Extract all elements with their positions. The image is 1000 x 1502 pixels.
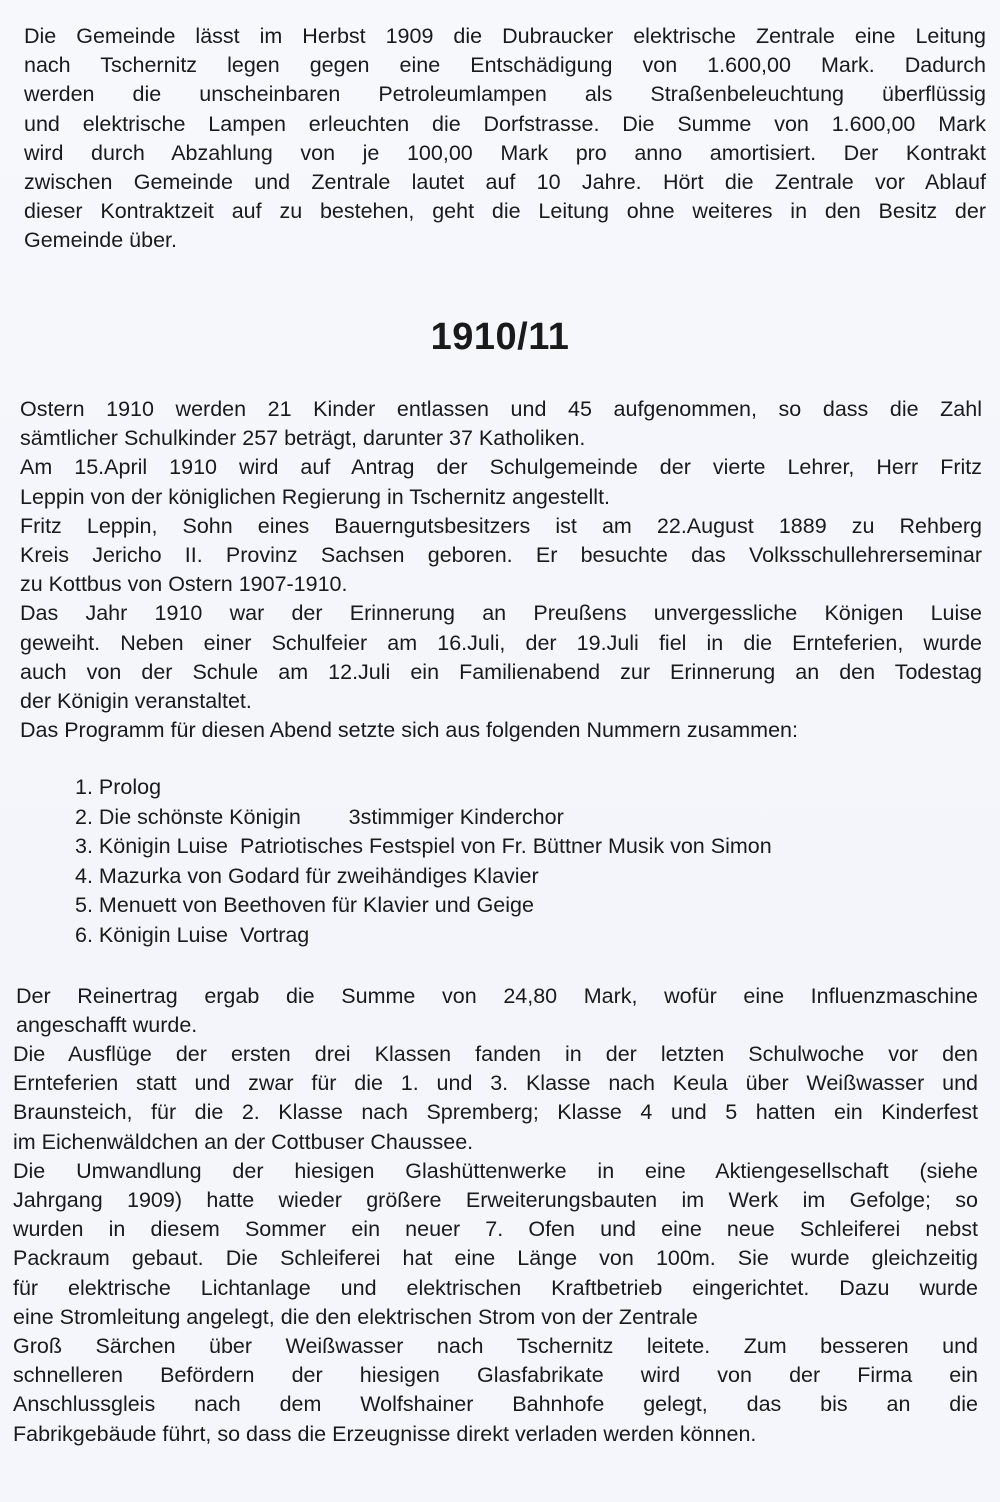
text-line: Am 15.April 1910 wird auf Antrag der Schulgemeinde der vierte Lehrer, Herr Fritz — [20, 455, 982, 480]
text-line: Braunsteich, für die 2. Klasse nach Spremberg; Klasse 4 und 5 hatten ein Kinderfest — [13, 1100, 978, 1125]
text-line: Gemeinde über. — [24, 228, 177, 253]
text-line: Ernteferien statt und zwar für die 1. und 3. Klasse nach Keula über Weißwasser und — [13, 1071, 978, 1096]
text-line: auch von der Schule am 12.Juli ein Familienabend zur Erinnerung an den Todestag — [20, 659, 982, 684]
text-line: wird durch Abzahlung von je 100,00 Mark pro anno amortisiert. Der Kontrakt — [24, 140, 986, 165]
text-line: Packraum gebaut. Die Schleiferei hat eine Länge von 100m. Sie wurde gleichzeitig — [13, 1246, 978, 1271]
program-item: 2. Die schönste Königin 3stimmiger Kinderchor — [75, 804, 564, 829]
text-line: Die Gemeinde lässt im Herbst 1909 die Dubraucker elektrische Zentrale eine Leitung — [24, 24, 986, 48]
year-heading: 1910/11 — [430, 316, 570, 358]
text-line: Der Reinertrag ergab die Summe von 24,80 Mark, wofür eine Influenzmaschine — [16, 984, 978, 1008]
text-line: Das Programm für diesen Abend setzte sich aus folgenden Nummern zusammen: — [20, 718, 798, 743]
section-1910-paragraph — [20, 395, 982, 745]
text-line: nach Tschernitz legen gegen eine Entschädigung von 1.600,00 Mark. Dadurch — [24, 53, 986, 78]
text-line: der Königin veranstaltet. — [20, 689, 252, 714]
program-item: 1. Prolog — [75, 775, 162, 799]
text-line: werden die unscheinbaren Petroleumlampen als Straßenbeleuchtung überflüssig — [24, 82, 986, 107]
text-line: sämtlicher Schulkinder 257 beträgt, darunter 37 Katholiken. — [20, 426, 586, 451]
text-line: Kreis Jericho II. Provinz Sachsen geboren. Er besuchte das Volksschullehrerseminar — [20, 543, 982, 568]
text-line: und elektrische Lampen erleuchten die Dorfstrasse. Die Summe von 1.600,00 Mark — [24, 111, 986, 136]
text-line: Anschlussgleis nach dem Wolfshainer Bahnhofe gelegt, das bis an die — [13, 1392, 978, 1417]
text-line: wurden in diesem Sommer ein neuer 7. Ofen und eine neue Schleiferei nebst — [13, 1217, 978, 1242]
text-line: Jahrgang 1909) hatte wieder größere Erweiterungsbauten im Werk im Gefolge; so — [13, 1188, 978, 1213]
text-line: eine Stromleitung angelegt, die den elektrischen Strom von der Zentrale — [13, 1304, 698, 1329]
program-item: 3. Königin Luise Patriotisches Festspiel von Fr. Büttner Musik von Simon — [75, 834, 772, 858]
text-line: Groß Särchen über Weißwasser nach Tschernitz leitete. Zum besseren und — [13, 1334, 978, 1359]
program-item: 5. Menuett von Beethoven für Klavier und Geige — [75, 893, 534, 917]
text-line: Fabrikgebäude führt, so dass die Erzeugnisse direkt verladen werden können. — [13, 1421, 757, 1446]
program-list — [75, 773, 955, 950]
text-line: zu Kottbus von Ostern 1907-1910. — [20, 572, 348, 597]
text-line: Ostern 1910 werden 21 Kinder entlassen und 45 aufgenommen, so dass die Zahl — [20, 397, 982, 421]
text-line: für elektrische Lichtanlage und elektrischen Kraftbetrieb eingerichtet. Dazu wurde — [13, 1275, 978, 1300]
text-line: Die Umwandlung der hiesigen Glashüttenwerke in eine Aktiengesellschaft (siehe — [13, 1158, 978, 1183]
text-line: Leppin von der königlichen Regierung in Tschernitz angestellt. — [20, 484, 611, 509]
text-line: zwischen Gemeinde und Zentrale lautet auf 10 Jahre. Hört die Zentrale vor Ablauf — [24, 170, 986, 195]
text-line: angeschafft wurde. — [16, 1013, 198, 1038]
ausfluege-paragraph — [13, 1040, 978, 1449]
text-line: Die Ausflüge der ersten drei Klassen fanden in der letzten Schulwoche vor den — [13, 1042, 978, 1066]
program-item: 6. Königin Luise Vortrag — [75, 922, 310, 947]
text-line: geweiht. Neben einer Schulfeier am 16.Juli, der 19.Juli fiel in die Ernteferien, wurde — [20, 630, 982, 655]
intro-paragraph — [24, 22, 986, 256]
text-line: dieser Kontraktzeit auf zu bestehen, geht die Leitung ohne weiteres in den Besitz der — [24, 199, 986, 224]
text-line: im Eichenwäldchen an der Cottbuser Chaussee. — [13, 1129, 474, 1154]
reinertrag-paragraph — [16, 982, 978, 1040]
program-item: 4. Mazurka von Godard für zweihändiges Klavier — [75, 863, 539, 888]
text-line: Das Jahr 1910 war der Erinnerung an Preußens unvergessliche Königen Luise — [20, 601, 982, 626]
text-line: schnelleren Befördern der hiesigen Glasfabrikate wird von der Firma ein — [13, 1363, 978, 1388]
text-line: Fritz Leppin, Sohn eines Bauerngutsbesitzers ist am 22.August 1889 zu Rehberg — [20, 513, 982, 538]
